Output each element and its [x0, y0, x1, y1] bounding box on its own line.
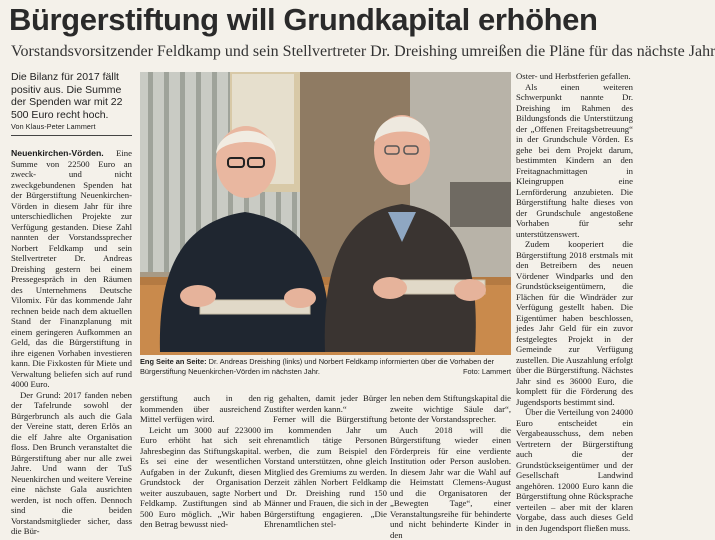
caption-lead-in: Eng Seite an Seite: — [140, 357, 207, 366]
photo-credit: Foto: Lammert — [463, 367, 511, 377]
article-column-2 — [140, 393, 261, 532]
paragraph: Als einen weiteren Schwerpunkt nannte Dr. Dreishing im Rahmen des Bildungsfonds die Unterstützung der „Offenen Freitagsbetreuung“ in der Grundschule Vörden. Es gehe bei dem Projekt darum, bestimmten Kindern an den Freitagnachmittagen in Kleingruppen eine Lernförderung anzubieten. Die Bürgerstiftung halte dieses von der Grundschule angestoßene Vorhaben für sehr unterstützenswert. — [516, 82, 633, 240]
paragraph: Über die Verteilung von 24000 Euro entscheidet ein Vergabeausschuss, dem neben Vertretern der Bürgerstiftung auch die der Grundstückseigentümer und der Gesellschaft Landwind angehören. 12000 Euro kann die Bürgerstiftung ohne Rücksprache verteilen – aber mit der klaren Vorgabe, dass auch dieses Geld in den Jugendsport fließen muss. — [516, 407, 633, 533]
headline: Bürgerstiftung will Grundkapital erhöhen — [9, 2, 629, 38]
paragraph: Ferner will die Bürgerstiftung im kommenden Jahr um ehrenamtlich tätige Personen werben, die zum Beispiel den Vorstand unterstützen, ohne gleich Mitglied des Gremiums zu werden. Derzeit zählen Norbert Feldkamp und Dr. Dreishing rund 150 Männer und Frauen, die sich in der Bürgerstiftung engagieren. „Die Ehrenamtlichen stel- — [264, 414, 387, 530]
article-column-4 — [390, 393, 511, 532]
paragraph: Der Grund: 2017 fanden neben der Tafelrunde sowohl der Bürgerbrunch als auch die Gala der Vereine statt, deren Erlös an die elf Jahre alte Organisation floss. Den Brunch veranstaltet die Bürgerstiftung aber nur alle zwei Jahre. Und wann der TuS Neuenkirchen und weitere Vereine eine nächste Gala ausrichten werden, ist noch offen. Dennoch sind die beiden Vorstandsmitglieder sicher, dass die Bür- — [11, 390, 132, 537]
dateline: Neuenkirchen-Vörden. — [11, 148, 104, 158]
caption-text: Dr. Andreas Dreishing (links) und Norbert Feldkamp informierten über die Vorhaben der Bürgerstiftung Neuenkirchen-Vörden im nächsten Jahr. — [140, 357, 494, 376]
article-photo — [140, 72, 511, 355]
author-byline: Von Klaus-Peter Lammert — [11, 122, 132, 136]
paragraph: Leicht um 3000 auf 223000 Euro erhöht hat sich seit Jahresbeginn das Stiftungskapital. Es sei eine der wesentlichen Aufgaben in der Zukunft, diesen Grundstock der Organisation weiter auszubauen, sagte Norbert Feldkamp. Zustiftungen sind ab 500 Euro möglich. „Wir haben den Betrag bewusst nied- — [140, 425, 261, 530]
paragraph: gerstiftung auch in den kommenden über ausreichend Mittel verfügen wird. — [140, 393, 261, 425]
article-column-5 — [516, 71, 633, 532]
paragraph: len neben dem Stiftungskapital die zweite wichtige Säule dar“, betonte der Vorstandssprecher. — [390, 393, 511, 425]
paragraph: Zudem kooperiert die Bürgerstiftung 2018 erstmals mit den Betreibern des neuen Vördener Windparks und den Grundstückseigentümern, die Flächen für die Windräder zur Verfügung gestellt haben. Die Eigentümer haben beschlossen, jedes Jahr Geld für ein zuvor festgelegtes Projekt in der Gemeinde zur Verfügung zustellen. Die Auszahlung erfolgt über die Bürgerstiftung. Nächstes Jahr sind es 36000 Euro, die komplett für die Förderung des Jugendsports bestimmt sind. — [516, 239, 633, 407]
article-column-3 — [264, 393, 387, 532]
paragraph — [11, 148, 132, 390]
subheadline: Vorstandsvorsitzender Feldkamp und sein Stellvertreter Dr. Dreishing umreißen die Pläne für das nächste Jahr — [11, 42, 631, 61]
paragraph: rig gehalten, damit jeder Bürger Zustifter werden kann.“ — [264, 393, 387, 414]
photo-caption — [140, 357, 511, 376]
paragraph-text: Eine Summe von 22500 Euro an zweck- und nicht zweckgebundenen Spenden hat der Bürgerstiftung Neuenkirchen-Vörden in diesem Jahr für ihre unterschiedlichen Projekte zur Verfügung gestanden. Diese Zahl nannten der Vorstandssprecher Norbert Feldkamp und sein Stellvertreter Dr. Andreas Dreishing gestern bei einem Pressegespräch in den Räumen des Unternehmens Deutsche Vilomix. Für das kommende Jahr rechnen beide nach dem aktuellen Stand der Finanzplanung mit einem geringeren Aufkommen an Geld, das die Bürgerstiftung in ihre eigenen Vorhaben investieren kann. Die Fixkosten für Miete und Verwaltung beliefen sich auf rund 4000 Euro. — [11, 148, 132, 389]
paragraph: Oster- und Herbstferien gefallen. — [516, 71, 633, 82]
lead-text: Die Bilanz für 2017 fällt positiv aus. Die Summe der Spenden war mit 22 500 Euro recht hoch. — [11, 71, 132, 121]
paragraph: Auch 2018 will die Bürgerstiftung wieder einen Förderpreis für eine verdiente Institution oder Person ausloben. In diesem Jahr war die Wahl auf die Heimstatt Clemens-August und die Organisatoren der „Bewegten Tage“, einer Veranstaltungsreihe für behinderte und nicht behinderte Kinder in den — [390, 425, 511, 540]
article-column-1 — [11, 148, 132, 532]
